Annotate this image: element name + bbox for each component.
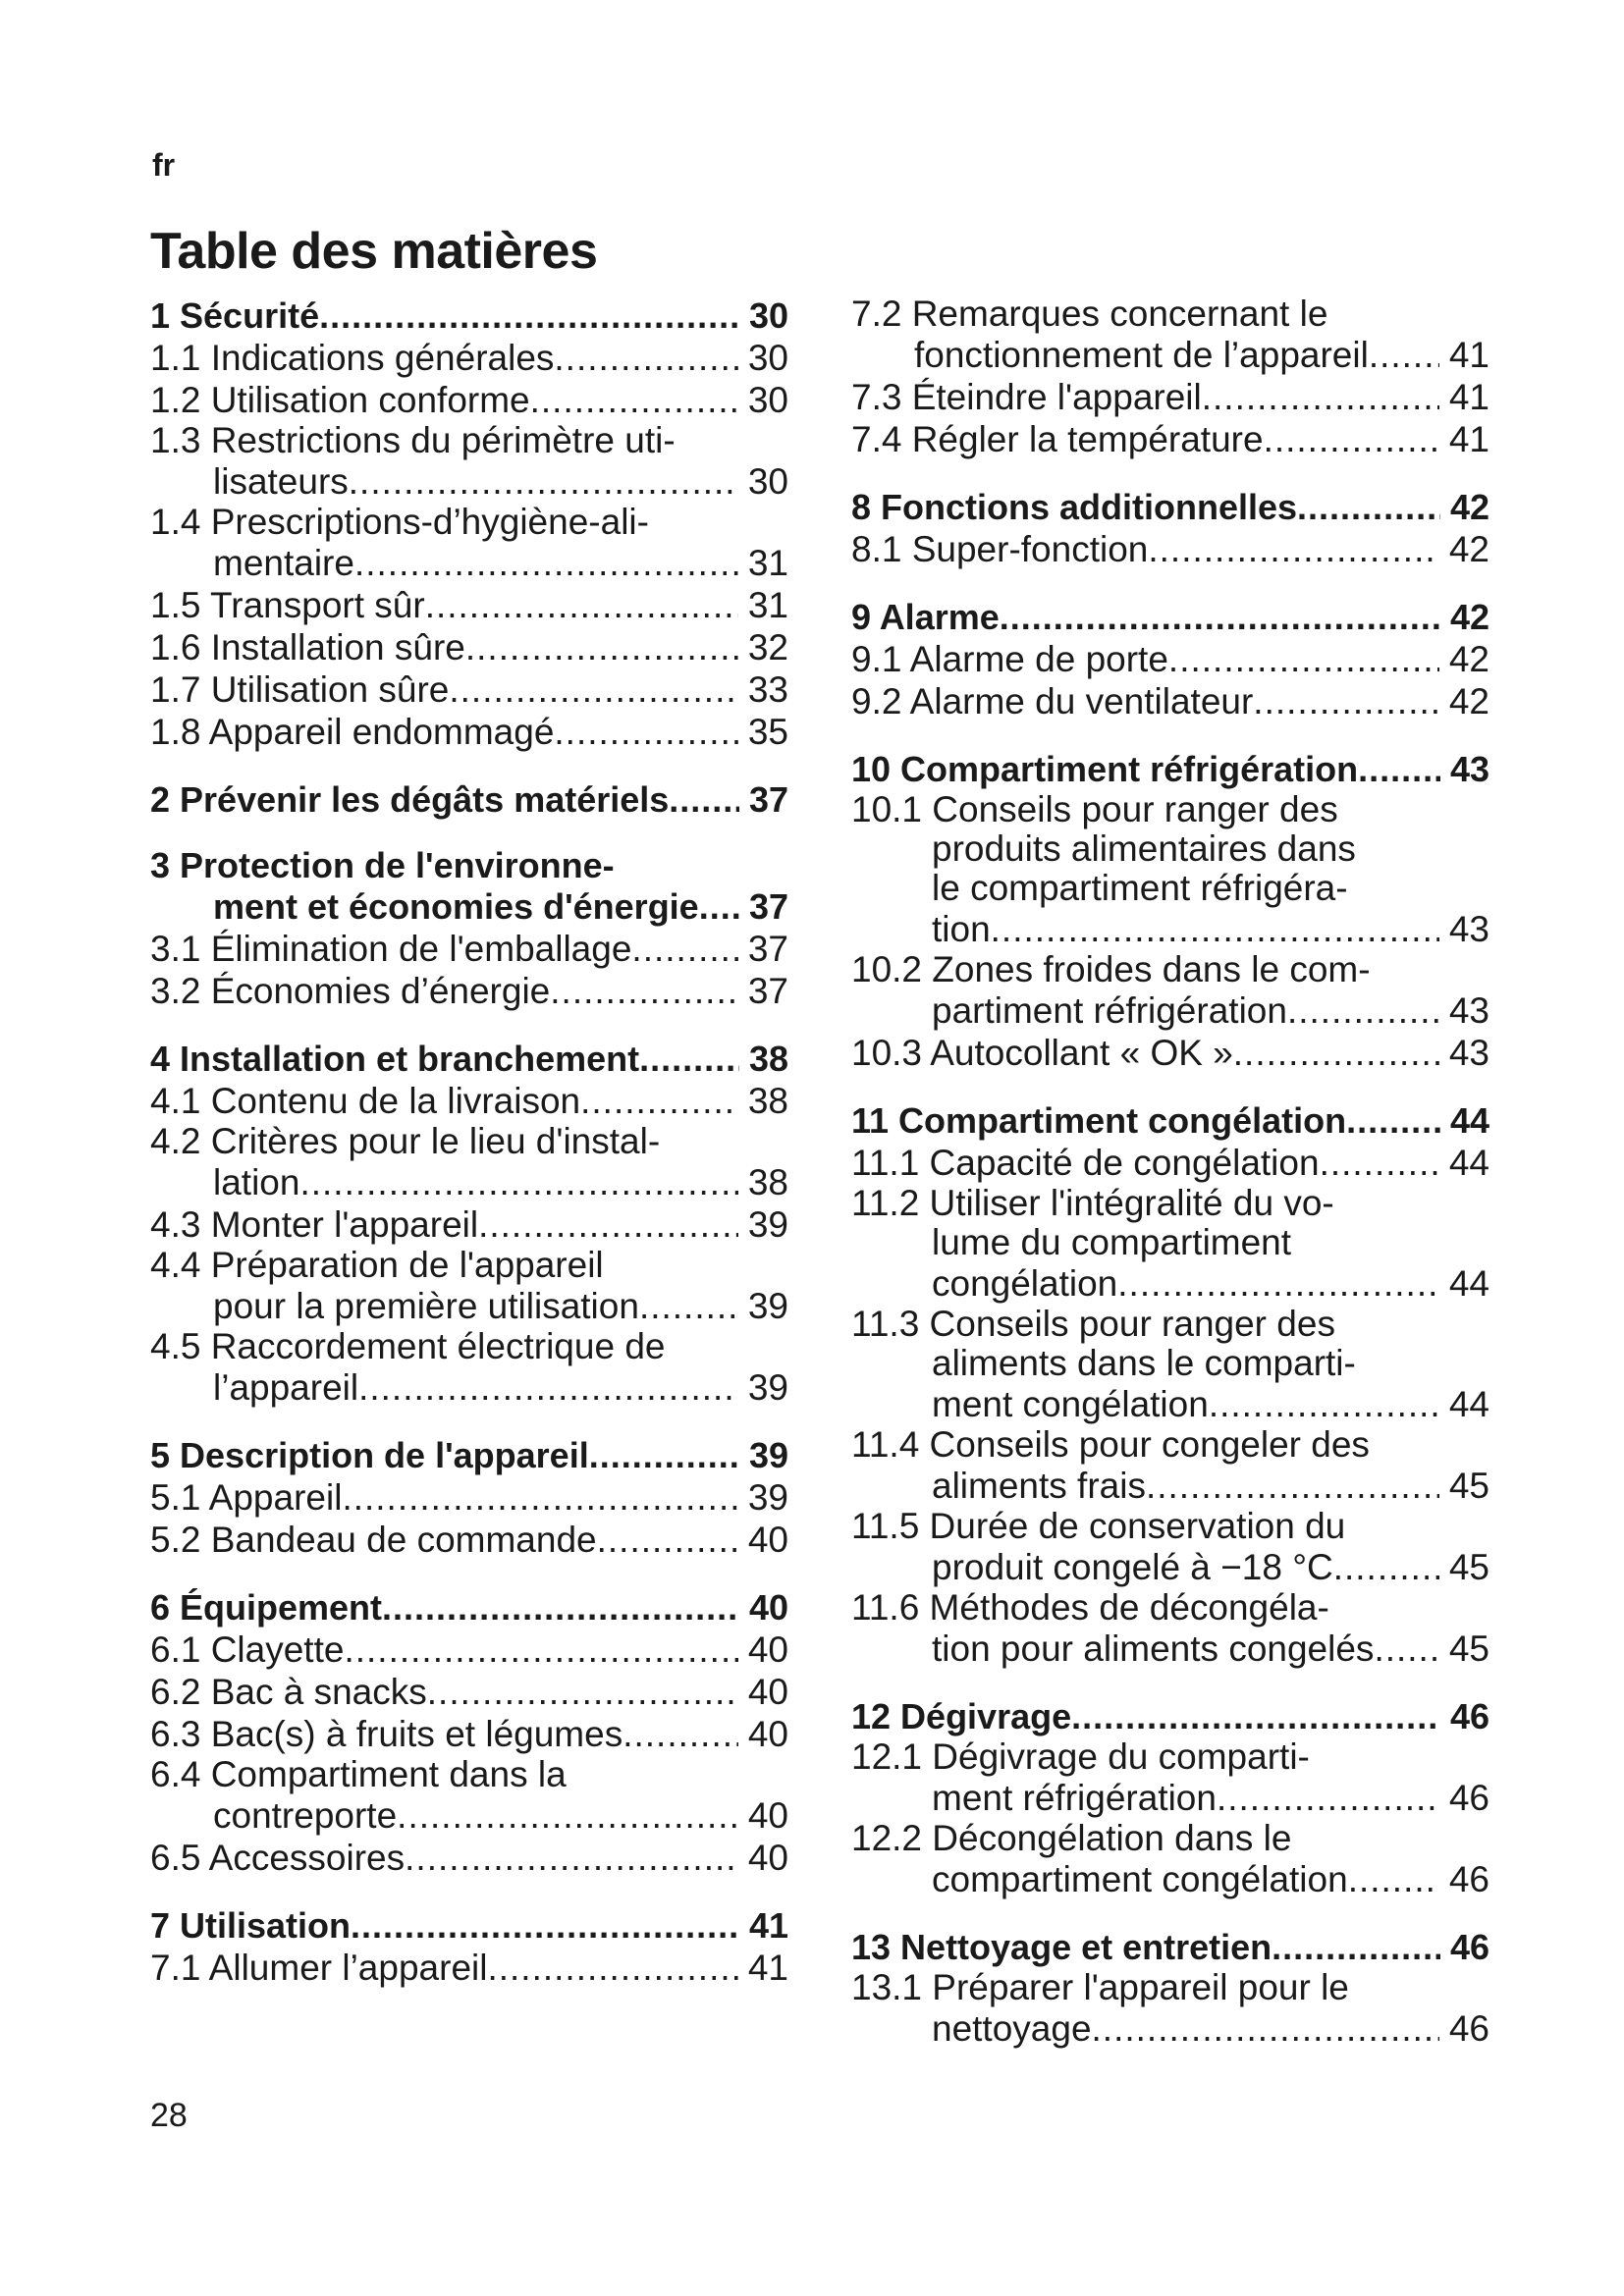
toc-entry-page: 40 — [747, 1714, 788, 1754]
leader-dots — [1333, 1546, 1439, 1588]
toc-entry-label: 2 Prévenir les dégâts matériels — [150, 779, 670, 820]
toc-entry-page: 45 — [1448, 1547, 1489, 1587]
toc-entry-page: 41 — [1448, 419, 1489, 459]
toc-entry-6-2[interactable] — [150, 1671, 788, 1713]
toc-entry-3-1[interactable] — [150, 928, 788, 970]
leader-dots — [639, 1285, 738, 1327]
toc-entry-page: 46 — [1448, 1778, 1489, 1818]
toc-entry-label: 1.6 Installation sûre — [150, 627, 465, 667]
toc-entry-page: 43 — [1448, 909, 1489, 949]
toc-entry-10-1-line1: 10.1 Conseils pour ranger des — [851, 789, 1338, 829]
leader-dots — [1297, 486, 1440, 528]
leader-dots — [1346, 1099, 1440, 1142]
toc-entry-11-4-line1: 11.4 Conseils pour congeler des — [851, 1424, 1370, 1465]
leader-dots — [1148, 528, 1438, 570]
toc-entry-page: 37 — [747, 971, 788, 1011]
toc-entry-label: ment réfrigération — [932, 1778, 1217, 1818]
leader-dots — [1320, 1142, 1439, 1184]
toc-entry-label: fonctionnement de l’appareil — [914, 335, 1369, 375]
toc-entry-page: 40 — [747, 1520, 788, 1560]
toc-entry-page: 42 — [1448, 639, 1489, 679]
toc-entry-label: 6.3 Bac(s) à fruits et légumes — [150, 1714, 623, 1754]
toc-entry-page: 46 — [1449, 1696, 1489, 1736]
toc-entry-page: 40 — [747, 1629, 788, 1670]
toc-entry-page: 40 — [747, 1838, 788, 1878]
toc-entry-12-1-line1: 12.1 Dégivrage du comparti- — [851, 1736, 1310, 1777]
leader-dots — [342, 1476, 737, 1519]
toc-entry-label: l’appareil — [213, 1367, 359, 1408]
leader-dots — [1000, 596, 1440, 638]
toc-entry-11-3-line1: 11.3 Conseils pour ranger des — [851, 1304, 1335, 1344]
toc-entry-11-1[interactable] — [851, 1142, 1489, 1184]
leader-dots — [669, 778, 739, 821]
leader-dots — [1217, 1777, 1439, 1819]
toc-entry-4-2-line1: 4.2 Critères pour le lieu d'instal- — [150, 1121, 661, 1161]
toc-entry-label: partiment réfrigération — [932, 990, 1287, 1031]
toc-entry-8[interactable] — [851, 486, 1489, 528]
toc-entry-label: 6.5 Accessoires — [150, 1838, 406, 1878]
toc-entry-page: 41 — [1448, 377, 1489, 417]
toc-entry-5[interactable] — [150, 1434, 788, 1476]
toc-entry-page: 40 — [747, 1795, 788, 1836]
toc-entry-1-8[interactable] — [150, 711, 788, 753]
leader-dots — [580, 1080, 738, 1122]
leader-dots — [1253, 680, 1439, 722]
toc-entry-page: 38 — [747, 1162, 788, 1202]
toc-entry-label: 5.2 Bandeau de commande — [150, 1520, 597, 1560]
leader-dots — [530, 379, 738, 421]
leader-dots — [597, 1519, 738, 1561]
toc-entry-page: 39 — [747, 1286, 788, 1326]
toc-entry-label: contreporte — [213, 1795, 398, 1836]
toc-entry-1-3-line1: 1.3 Restrictions du périmètre uti- — [150, 420, 676, 460]
toc-entry-label: ment et économies d'énergie — [213, 886, 699, 927]
leader-dots — [1117, 1262, 1439, 1305]
toc-entry-label: 6.1 Clayette — [150, 1629, 345, 1670]
toc-entry-label: produit congelé à −18 °C — [932, 1547, 1333, 1587]
leader-dots — [1348, 1858, 1439, 1900]
toc-entry-6-5[interactable] — [150, 1837, 788, 1879]
toc-entry-label: lisateurs — [213, 461, 349, 502]
leader-dots — [550, 970, 738, 1012]
toc-entry-page: 42 — [1449, 487, 1489, 527]
toc-entry-7-1[interactable] — [150, 1947, 788, 1989]
toc-entry-1-3[interactable] — [150, 460, 788, 503]
toc-entry-label: 11.1 Capacité de congélation — [851, 1143, 1320, 1183]
toc-entry-1-7[interactable] — [150, 668, 788, 711]
toc-entry-6-4[interactable] — [150, 1794, 788, 1837]
leader-dots — [1287, 989, 1439, 1032]
toc-entry-page: 30 — [748, 295, 788, 336]
toc-entry-page: 39 — [747, 1367, 788, 1408]
toc-entry-label: 4 Installation et branchement — [150, 1039, 640, 1079]
leader-dots — [319, 294, 739, 337]
toc-entry-page: 37 — [748, 779, 788, 820]
leader-dots — [589, 1434, 739, 1476]
toc-entry-label: tion — [932, 909, 991, 949]
leader-dots — [1071, 1695, 1440, 1737]
toc-entry-7-4[interactable] — [851, 418, 1489, 460]
toc-entry-11-6[interactable] — [851, 1628, 1489, 1670]
leader-dots — [1092, 2007, 1439, 2050]
toc-entry-label: 9.1 Alarme de porte — [851, 639, 1168, 679]
toc-entry-label: 13 Nettoyage et entretien — [851, 1927, 1272, 1967]
toc-entry-page: 44 — [1449, 1100, 1489, 1141]
toc-entry-label: pour la première utilisation — [213, 1286, 639, 1326]
toc-entry-label: 12 Dégivrage — [851, 1696, 1072, 1736]
toc-entry-5-1[interactable] — [150, 1476, 788, 1519]
toc-entry-page: 41 — [1448, 335, 1489, 375]
toc-entry-page: 43 — [1448, 1033, 1489, 1073]
toc-entry-7[interactable] — [150, 1904, 788, 1947]
toc-entry-11-2-line2: lume du compartiment — [932, 1222, 1292, 1262]
leader-dots — [1369, 334, 1439, 376]
toc-entry-page: 39 — [747, 1204, 788, 1245]
leader-dots — [1168, 638, 1439, 680]
toc-entry-3-2[interactable] — [150, 970, 788, 1012]
toc-entry-4[interactable] — [150, 1038, 788, 1080]
leader-dots — [1264, 418, 1439, 460]
leader-dots — [1272, 1926, 1440, 1968]
toc-entry-page: 43 — [1449, 749, 1489, 789]
toc-entry-10-1-line3: le compartiment réfrigéra- — [932, 868, 1348, 908]
toc-entry-4-5-line1: 4.5 Raccordement électrique de — [150, 1326, 666, 1366]
toc-entry-page: 40 — [748, 1587, 788, 1628]
toc-entry-page: 30 — [747, 338, 788, 378]
leader-dots — [554, 711, 737, 753]
toc-entry-label: 1.1 Indications générales — [150, 338, 555, 378]
toc-entry-label: 7 Utilisation — [150, 1905, 352, 1946]
toc-entry-label: 3.2 Économies d’énergie — [150, 971, 551, 1011]
toc-entry-page: 37 — [747, 929, 788, 969]
toc-entry-label: 6 Équipement — [150, 1587, 383, 1628]
toc-entry-10-2[interactable] — [851, 989, 1489, 1032]
toc-entry-label: 5.1 Appareil — [150, 1477, 343, 1518]
toc-entry-page: 44 — [1448, 1384, 1489, 1424]
toc-entry-10-1[interactable] — [851, 908, 1489, 950]
leader-dots — [465, 626, 738, 668]
toc-entry-11-5-line1: 11.5 Durée de conservation du — [851, 1506, 1346, 1546]
toc-entry-11-3-line2: aliments dans le comparti- — [932, 1343, 1356, 1383]
toc-entry-page: 40 — [747, 1672, 788, 1712]
toc-entry-page: 42 — [1448, 529, 1489, 569]
toc-entry-label: 7.3 Éteindre l'appareil — [851, 377, 1202, 417]
toc-entry-label: 1.8 Appareil endommagé — [150, 712, 555, 752]
toc-entry-label: 8 Fonctions additionnelles — [851, 487, 1298, 527]
toc-entry-11-3[interactable] — [851, 1383, 1489, 1425]
leader-dots — [699, 885, 739, 928]
toc-entry-1[interactable] — [150, 294, 788, 337]
toc-entry-10-1-line2: produits alimentaires dans — [932, 828, 1356, 869]
toc-entry-label: lation — [213, 1162, 300, 1202]
toc-entry-6-3[interactable] — [150, 1713, 788, 1755]
toc-entry-page: 43 — [1448, 990, 1489, 1031]
toc-entry-4-4[interactable] — [150, 1285, 788, 1327]
leader-dots — [631, 928, 737, 970]
toc-entry-12-2-line1: 12.2 Décongélation dans le — [851, 1818, 1292, 1858]
toc-entry-label: 9 Alarme — [851, 597, 1000, 637]
toc-entry-page: 35 — [747, 712, 788, 752]
leader-dots — [1202, 376, 1439, 418]
toc-entry-page: 45 — [1448, 1629, 1489, 1669]
toc-entry-4-2[interactable] — [150, 1161, 788, 1203]
toc-entry-label: congélation — [932, 1263, 1118, 1304]
toc-entry-1-1[interactable] — [150, 337, 788, 379]
toc-entry-13-1-line1: 13.1 Préparer l'appareil pour le — [851, 1967, 1349, 2007]
toc-entry-page: 31 — [747, 543, 788, 583]
toc-entry-label: 4.1 Contenu de la livraison — [150, 1081, 581, 1121]
toc-entry-page: 30 — [747, 461, 788, 502]
toc-entry-page: 46 — [1448, 1859, 1489, 1899]
toc-entry-4-3[interactable] — [150, 1203, 788, 1246]
leader-dots — [478, 1203, 738, 1246]
toc-entry-4-5[interactable] — [150, 1366, 788, 1409]
toc-entry-page: 46 — [1449, 1927, 1489, 1967]
toc-entry-12-2[interactable] — [851, 1858, 1489, 1900]
toc-entry-1-6[interactable] — [150, 626, 788, 668]
toc-entry-label: 1 Sécurité — [150, 295, 320, 336]
toc-entry-9-2[interactable] — [851, 680, 1489, 722]
leader-dots — [397, 1794, 738, 1837]
leader-dots — [1358, 748, 1440, 790]
toc-entry-label: 1.5 Transport sûr — [150, 585, 425, 625]
toc-entry-label: 8.1 Super-fonction — [851, 529, 1149, 569]
leader-dots — [425, 584, 738, 626]
toc-entry-4-1[interactable] — [150, 1080, 788, 1122]
toc-entry-10-3[interactable] — [851, 1032, 1489, 1074]
leader-dots — [344, 1629, 737, 1671]
toc-entry-page: 38 — [747, 1081, 788, 1121]
toc-entry-label: nettoyage — [932, 2008, 1092, 2049]
leader-dots — [427, 1671, 738, 1713]
toc-entry-label: 4.3 Monter l'appareil — [150, 1204, 479, 1245]
toc-entry-label: aliments frais — [932, 1466, 1146, 1506]
toc-entry-11-4[interactable] — [851, 1465, 1489, 1507]
toc-entry-6-1[interactable] — [150, 1629, 788, 1671]
toc-entry-page: 44 — [1448, 1143, 1489, 1183]
toc-entry-5-2[interactable] — [150, 1519, 788, 1561]
toc-entry-3-line1: 3 Protection de l'environne- — [150, 845, 615, 885]
toc-entry-6-4-line1: 6.4 Compartiment dans la — [150, 1754, 567, 1794]
toc-entry-4-4-line1: 4.4 Préparation de l'appareil — [150, 1245, 604, 1285]
toc-entry-13[interactable] — [851, 1926, 1489, 1968]
toc-entry-label: 7.1 Allumer l’appareil — [150, 1948, 488, 1988]
toc-entry-13-1[interactable] — [851, 2007, 1489, 2050]
leader-dots — [405, 1837, 738, 1879]
toc-entry-page: 39 — [748, 1435, 788, 1475]
toc-entry-page: 42 — [1449, 597, 1489, 637]
leader-dots — [554, 337, 737, 379]
toc-entry-page: 38 — [748, 1039, 788, 1079]
leader-dots — [1146, 1465, 1439, 1507]
toc-entry-label: mentaire — [213, 543, 354, 583]
toc-entry-label: tion pour aliments congelés — [932, 1629, 1375, 1669]
leader-dots — [1374, 1628, 1438, 1670]
toc-entry-2[interactable] — [150, 778, 788, 821]
leader-dots — [358, 1366, 738, 1409]
toc-entry-7-2[interactable] — [851, 334, 1489, 376]
toc-entry-10-2-line1: 10.2 Zones froides dans le com- — [851, 949, 1371, 989]
toc-entry-8-1[interactable] — [851, 528, 1489, 570]
toc-entry-9[interactable] — [851, 596, 1489, 638]
toc-entry-1-5[interactable] — [150, 584, 788, 626]
toc-entry-11[interactable] — [851, 1099, 1489, 1142]
toc-entry-1-2[interactable] — [150, 379, 788, 421]
toc-entry-3[interactable] — [150, 885, 788, 928]
language-code: fr — [152, 147, 176, 183]
leader-dots — [1233, 1032, 1439, 1074]
leader-dots — [1209, 1383, 1439, 1425]
toc-entry-label: 1.7 Utilisation sûre — [150, 669, 450, 710]
toc-entry-label: 9.2 Alarme du ventilateur — [851, 681, 1254, 721]
toc-entry-6[interactable] — [150, 1586, 788, 1629]
toc-entry-7-3[interactable] — [851, 376, 1489, 418]
toc-entry-7-2-line1: 7.2 Remarques concernant le — [851, 294, 1328, 334]
toc-entry-page: 41 — [748, 1905, 788, 1946]
toc-entry-page: 44 — [1448, 1263, 1489, 1304]
toc-entry-label: 7.4 Régler la température — [851, 419, 1264, 459]
leader-dots — [487, 1947, 737, 1989]
leader-dots — [991, 908, 1439, 950]
page-title: Table des matières — [150, 223, 598, 280]
leader-dots — [349, 460, 738, 503]
toc-entry-page: 39 — [747, 1477, 788, 1518]
toc-column-left — [150, 294, 788, 1989]
toc-entry-1-4[interactable] — [150, 542, 788, 584]
toc-entry-label: 5 Description de l'appareil — [150, 1435, 589, 1475]
toc-entry-12[interactable] — [851, 1695, 1489, 1737]
toc-entry-11-2[interactable] — [851, 1262, 1489, 1305]
toc-entry-page: 46 — [1448, 2008, 1489, 2049]
toc-entry-label: 1.2 Utilisation conforme — [150, 380, 530, 420]
toc-entry-label: 10.3 Autocollant « OK » — [851, 1033, 1233, 1073]
toc-entry-page: 32 — [747, 627, 788, 667]
toc-entry-11-6-line1: 11.6 Méthodes de décongéla- — [851, 1587, 1329, 1628]
toc-entry-11-2-line1: 11.2 Utiliser l'intégralité du vo- — [851, 1183, 1334, 1223]
toc-entry-12-1[interactable] — [851, 1777, 1489, 1819]
toc-entry-9-1[interactable] — [851, 638, 1489, 680]
toc-entry-page: 41 — [747, 1948, 788, 1988]
toc-entry-label: 3.1 Élimination de l'emballage — [150, 929, 632, 969]
toc-entry-11-5[interactable] — [851, 1546, 1489, 1588]
toc-entry-label: 10 Compartiment réfrigération — [851, 749, 1359, 789]
leader-dots — [354, 542, 738, 584]
toc-entry-label: compartiment congélation — [932, 1859, 1348, 1899]
toc-entry-1-4-line1: 1.4 Prescriptions-d’hygiène-ali- — [150, 502, 649, 542]
leader-dots — [382, 1586, 739, 1629]
toc-column-right — [851, 294, 1489, 2050]
toc-entry-label: 6.2 Bac à snacks — [150, 1672, 427, 1712]
leader-dots — [639, 1038, 739, 1080]
toc-entry-page: 37 — [748, 886, 788, 927]
leader-dots — [623, 1713, 738, 1755]
toc-entry-page: 45 — [1448, 1466, 1489, 1506]
toc-entry-page: 33 — [747, 669, 788, 710]
toc-entry-page: 42 — [1448, 681, 1489, 721]
leader-dots — [449, 668, 737, 711]
toc-entry-label: 11 Compartiment congélation — [851, 1100, 1347, 1141]
toc-entry-page: 30 — [747, 380, 788, 420]
toc-entry-page: 31 — [747, 585, 788, 625]
page-number: 28 — [150, 2097, 188, 2134]
leader-dots — [299, 1161, 737, 1203]
toc-entry-label: ment congélation — [932, 1384, 1209, 1424]
leader-dots — [351, 1904, 739, 1947]
toc-entry-10[interactable] — [851, 748, 1489, 790]
